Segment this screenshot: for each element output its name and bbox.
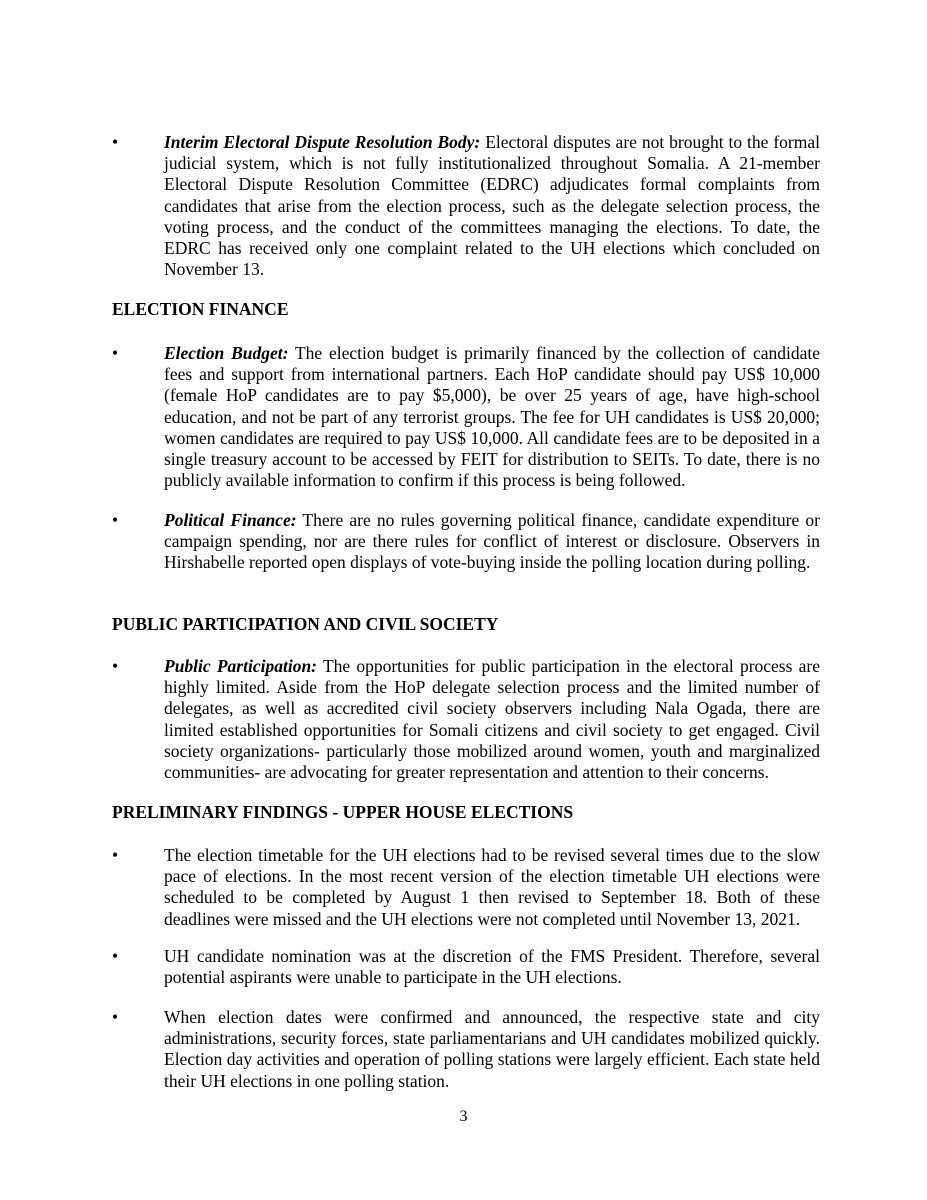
bullet-marker: • (112, 946, 119, 966)
bullet-paragraph (164, 1007, 820, 1092)
bullet-body: When election dates were confirmed and announced, the respective state and city administrations, security forces, state parliamentarians and UH candidates mobilized quickly. Election day activities and operation of polling stations were largely efficient. Each state held their UH elections in one polling station. (164, 1007, 820, 1091)
bullet-lead: Election Budget: (164, 343, 289, 363)
bullet-body: The election timetable for the UH elections had to be revised several times due to the slow pace of elections. In the most recent version of the election timetable UH elections were scheduled to be completed by August 1 then revised to September 18. Both of these deadlines were missed and the UH elections were not completed until November 13, 2021. (164, 845, 820, 929)
bullet-body: There are no rules governing political finance, candidate expenditure or campaign spending, nor are there rules for conflict of interest or disclosure. Observers in Hirshabelle reported open displays of vote-buying inside the polling location during polling. (164, 510, 820, 573)
bullet-election-budget (112, 343, 820, 491)
bullet-body: The opportunities for public participation in the electoral process are highly limited. Aside from the HoP delegate selection process and the limited number of delegates, as well as accredited civil society observers including Nala Ogada, there are limited established opportunities for Somali citizens and civil society to get engaged. Civil society organizations- particularly those mobilized around women, youth and marginalized communities- are advocating for greater representation and attention to their concerns. (164, 656, 820, 783)
bullet-marker: • (112, 1007, 119, 1027)
bullet-marker: • (112, 343, 119, 363)
bullet-paragraph (164, 510, 820, 574)
bullet-marker: • (112, 132, 119, 152)
bullet-paragraph (164, 656, 820, 783)
bullet-marker: • (112, 845, 119, 865)
bullet-body: UH candidate nomination was at the discretion of the FMS President. Therefore, several potential aspirants were unable to participate in the UH elections. (164, 946, 820, 988)
bullet-lead: Public Participation: (164, 656, 318, 676)
bullet-public-participation (112, 656, 820, 783)
bullet-finding-nomination (112, 946, 820, 988)
heading-election-finance: ELECTION FINANCE (112, 299, 289, 319)
bullet-body: Electoral disputes are not brought to the formal judicial system, which is not fully institutionalized throughout Somalia. A 21-member Electoral Dispute Resolution Committee (EDRC) adjudicates formal complaints from candidates that arise from the election process, such as the delegate selection process, the voting process, and the conduct of the committees managing the elections. To date, the EDRC has received only one complaint related to the UH elections which concluded on November 13. (164, 132, 820, 280)
bullet-body: The election budget is primarily financed by the collection of candidate fees and support from international partners. Each HoP candidate should pay US$ 10,000 (female HoP candidates are to pay $5,000), be over 25 years of age, have high-school education, and not be part of any terrorist groups. The fee for UH candidates is US$ 20,000; women candidates are required to pay US$ 10,000. All candidate fees are to be deposited in a single treasury account to be accessed by FEIT for distribution to SEITs. To date, there is no publicly available information to confirm if this process is being followed. (164, 343, 820, 491)
bullet-paragraph (164, 132, 820, 280)
bullet-finding-election-dates (112, 1007, 820, 1092)
bullet-paragraph (164, 845, 820, 930)
bullet-political-finance (112, 510, 820, 574)
bullet-paragraph (164, 343, 820, 491)
bullet-marker: • (112, 656, 119, 676)
bullet-marker: • (112, 510, 119, 530)
bullet-lead: Interim Electoral Dispute Resolution Body: (164, 132, 481, 152)
bullet-lead: Political Finance: (164, 510, 297, 530)
bullet-dispute-resolution (112, 132, 820, 280)
heading-preliminary-findings: PRELIMINARY FINDINGS - UPPER HOUSE ELECTIONS (112, 802, 574, 822)
bullet-finding-timetable (112, 845, 820, 930)
bullet-paragraph (164, 946, 820, 988)
page-number: 3 (459, 1108, 468, 1125)
heading-public-participation: PUBLIC PARTICIPATION AND CIVIL SOCIETY (112, 614, 499, 634)
